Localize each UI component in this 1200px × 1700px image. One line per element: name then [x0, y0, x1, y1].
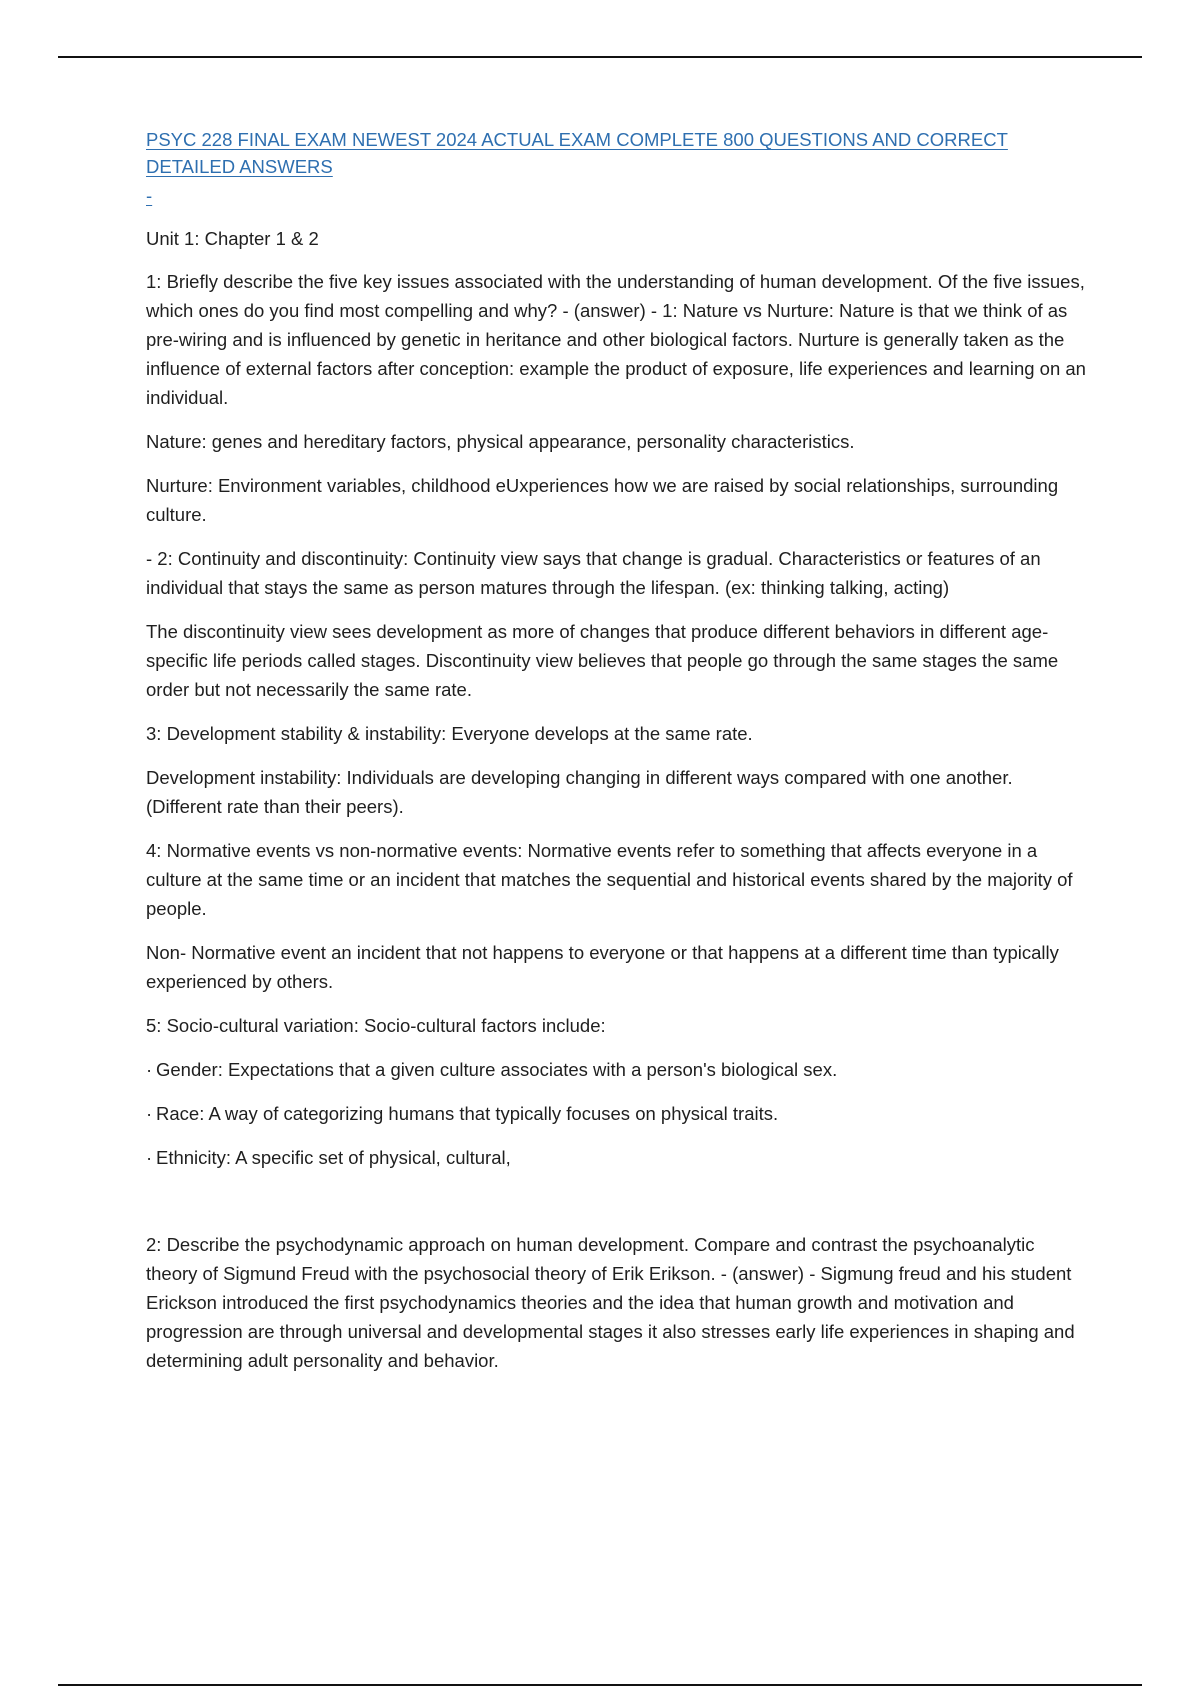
- bullet-marker: ·: [146, 1059, 153, 1080]
- question-1: [146, 267, 1090, 412]
- bullet-race: [146, 1099, 1090, 1128]
- sociocultural-paragraph: 5: Socio-cultural variation: Socio-cultural factors include:: [146, 1015, 606, 1036]
- normative-paragraph: 4: Normative events vs non-normative events: Normative events refer to something that affects everyone in a culture at the same time or an incident that matches the sequential and historical events shared by the majority of people.: [146, 840, 1073, 919]
- bullet-race-text: Race: A way of categorizing humans that typically focuses on physical traits.: [156, 1103, 779, 1124]
- bullet-gender: [146, 1055, 1090, 1084]
- nurture-paragraph: Nurture: Environment variables, childhood eUxperiences how we are raised by social relationships, surrounding culture.: [146, 475, 1059, 525]
- bullet-ethnicity: [146, 1143, 1090, 1172]
- bullet-marker: ·: [146, 1147, 153, 1168]
- unit-heading: Unit 1: Chapter 1 & 2: [146, 228, 319, 249]
- nature-paragraph: Nature: genes and hereditary factors, physical appearance, personality characteristics.: [146, 431, 855, 452]
- non-normative-paragraph: Non- Normative event an incident that not happens to everyone or that happens at a different time than typically experienced by others.: [146, 942, 1059, 992]
- dash-link[interactable]: -: [146, 185, 153, 206]
- document-body: [146, 126, 1090, 1375]
- bullet-ethnicity-text: Ethnicity: A specific set of physical, cultural,: [156, 1147, 511, 1168]
- bullet-marker: ·: [146, 1103, 153, 1124]
- bottom-rule: [58, 1684, 1142, 1686]
- continuity-paragraph: - 2: Continuity and discontinuity: Continuity view says that change is gradual. Characteristics or features of an individual that stays the same as person matures through the lifespan. (ex: thinking talking, acting): [146, 548, 1041, 598]
- bullet-gender-text: Gender: Expectations that a given culture associates with a person's biological sex.: [156, 1059, 838, 1080]
- instability-paragraph: Development instability: Individuals are developing changing in different ways compared with one another. (Different rate than their peers).: [146, 767, 1013, 817]
- document-title-link[interactable]: PSYC 228 FINAL EXAM NEWEST 2024 ACTUAL EXAM COMPLETE 800 QUESTIONS AND CORRECT DETAILED ANSWERS: [146, 129, 1008, 177]
- discontinuity-paragraph: The discontinuity view sees development as more of changes that produce different behaviors in different age-specific life periods called stages. Discontinuity view believes that people go through the same stages the same order but not necessarily the same rate.: [146, 621, 1059, 700]
- question-1-intro: 1: Briefly describe the five key issues associated with the understanding of human development. Of the five issues, which ones do you find most compelling and why? - (answer) - 1: Nature vs Nurture: Nature is that we think of as pre-wiring and is influenced by genetic in heritance and other biological factors. Nurture is generally taken as the influence of external factors after conception: example the product of exposure, life experiences and learning on an individual.: [146, 271, 1086, 408]
- stability-paragraph: 3: Development stability & instability: Everyone develops at the same rate.: [146, 723, 753, 744]
- top-rule: [58, 56, 1142, 58]
- question-2-text: 2: Describe the psychodynamic approach on human development. Compare and contrast the psychoanalytic theory of Sigmund Freud with the psychosocial theory of Erik Erikson. - (answer) - Sigmung freud and his student Erickson introduced the first psychodynamics theories and the idea that human growth and motivation and progression are through universal and developmental stages it also stresses early life experiences in shaping and determining adult personality and behavior.: [146, 1234, 1075, 1371]
- question-2: [146, 1230, 1090, 1375]
